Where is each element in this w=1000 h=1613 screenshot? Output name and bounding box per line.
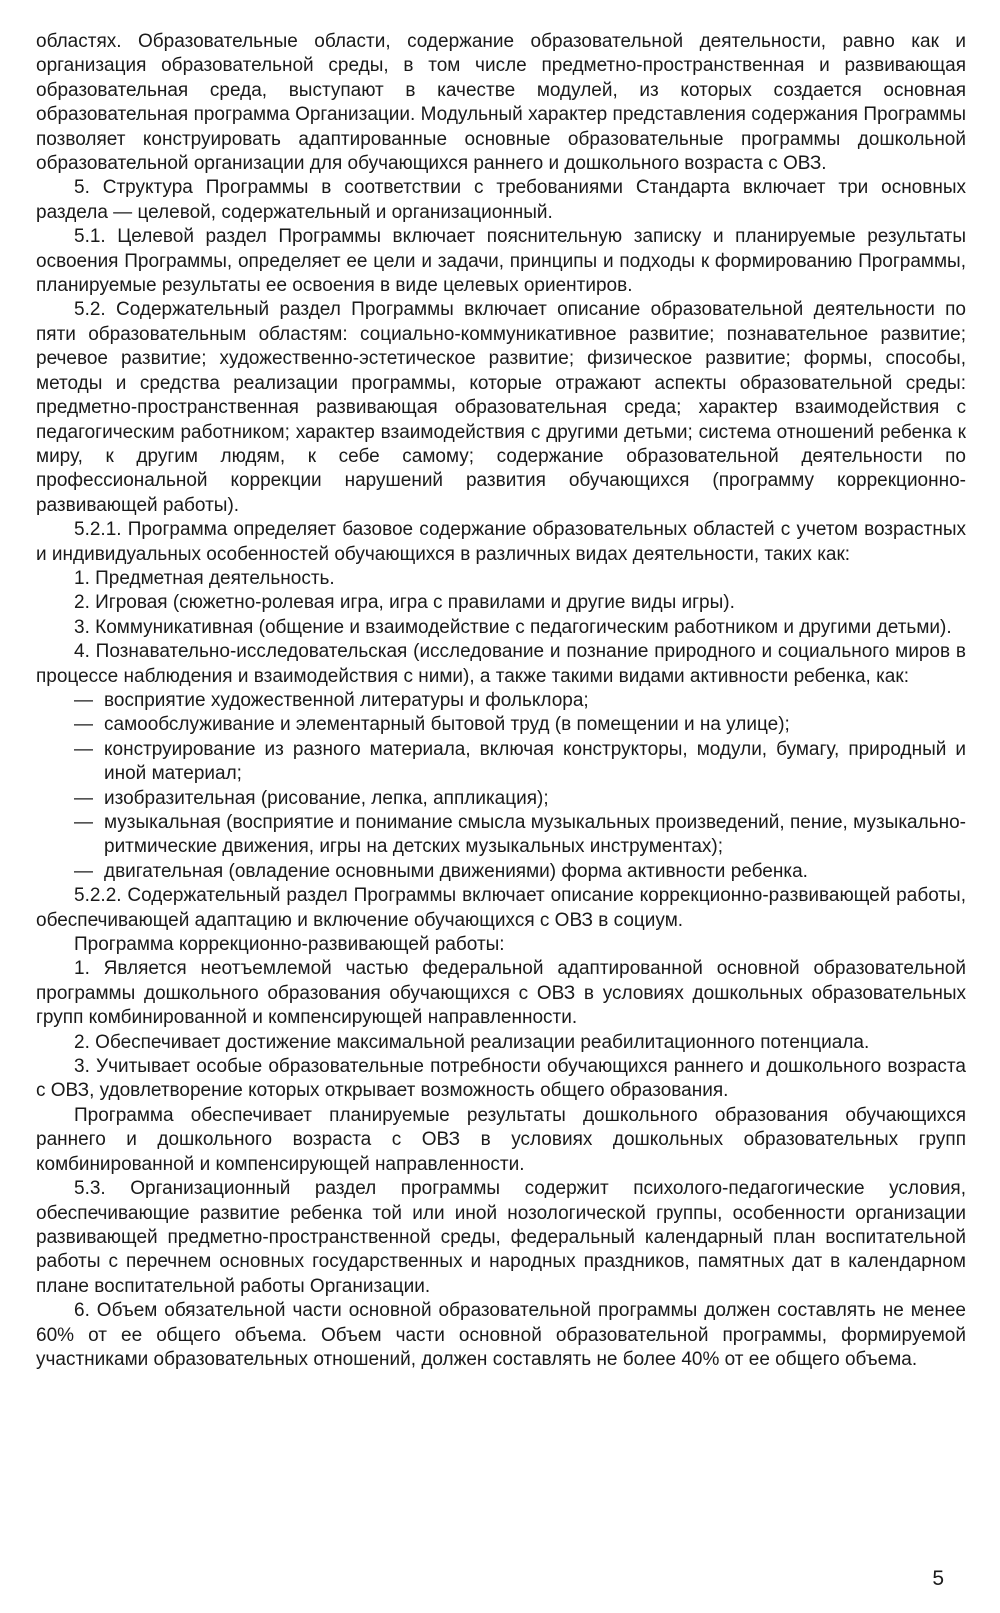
paragraph-section-6: 6. Объем обязательной части основной образовательной программы должен составлять не менее 60% от ее общего объема. Объем части основной образовательной программы, формируемой участниками образовательных отношений, должен составлять не более 40% от ее общего объема. (36, 1300, 966, 1370)
list-item-correction-2: 2. Обеспечивает достижение максимальной реализации реабилитационного потенциала. (74, 1031, 870, 1053)
page-number: 5 (932, 1567, 944, 1590)
list-item-activity-1: 1. Предметная деятельность. (74, 567, 335, 589)
dash-list-item-text: самообслуживание и элементарный бытовой труд (в помещении и на улице); (104, 714, 790, 736)
paragraph-program-results: Программа обеспечивает планируемые результаты дошкольного образования обучающихся раннего и дошкольного возраста с ОВЗ в условиях дошкольных образовательных групп комбинированной и компенсирующей направленности. (36, 1104, 966, 1175)
dash-mark: — (74, 860, 93, 882)
paragraph-section-5-2-2: 5.2.2. Содержательный раздел Программы включает описание коррекционно-развивающей работы, обеспечивающей адаптацию и включение обучающихся с ОВЗ в социум. (36, 885, 966, 931)
paragraph-section-5-1: 5.1. Целевой раздел Программы включает пояснительную записку и планируемые результаты освоения Программы, определяет ее цели и задачи, принципы и подходы к формированию Программы, планируемые результаты ее освоения в виде целевых ориентиров. (36, 226, 966, 297)
dash-list-item (36, 811, 966, 860)
paragraph-intro: областях. Образовательные области, содержание образовательной деятельности, равно как и организация образовательной среды, в том числе предметно-пространственная и развивающая образовательная среда, выступают в качестве модулей, из которых создается основная образовательная программа Организации. Модульный характер представления содержания Программы позволяет конструировать адаптированные основные образовательные программы дошкольной образовательной организации для обучающихся раннего и дошкольного возраста с ОВЗ. (36, 31, 966, 175)
list-item-activity-2: 2. Игровая (сюжетно-ролевая игра, игра с правилами и другие виды игры). (74, 592, 735, 614)
paragraph-section-5-2: 5.2. Содержательный раздел Программы включает описание образовательной деятельности по пяти образовательным областям: социально-коммуникативное развитие; познавательное развитие; речевое развитие; художественно-эстетическое развитие; физическое развитие; формы, способы, методы и средства реализации программы, которые отражают аспекты образовательной среды: предметно-пространственная развивающая образовательная среда; характер взаимодействия с педагогическим работником; характер взаимодействия с другими детьми; система отношений ребенка к миру, к другим людям, к себе самому; содержание образовательной деятельности по профессиональной коррекции нарушений развития обучающихся (программу коррекционно-развивающей работы). (36, 299, 966, 516)
paragraph-section-5-2-1: 5.2.1. Программа определяет базовое содержание образовательных областей с учетом возрастных и индивидуальных особенностей обучающихся в различных видах деятельности, таких как: (36, 519, 966, 565)
list-item-correction-3: 3. Учитывает особые образовательные потребности обучающихся раннего и дошкольного возраста с ОВЗ, удовлетворение которых открывает возможность общего образования. (36, 1056, 966, 1102)
dash-list-item (36, 860, 966, 884)
list-item-activity-3: 3. Коммуникативная (общение и взаимодействие с педагогическим работником и другими детьми). (74, 616, 952, 638)
dash-list-item-text: восприятие художественной литературы и фольклора; (104, 689, 589, 711)
list-item-correction-1: 1. Является неотъемлемой частью федеральной адаптированной основной образовательной программы дошкольного образования обучающихся с ОВЗ в условиях дошкольных образовательных групп комбинированной и компенсирующей направленности. (36, 958, 966, 1029)
list-item-activity-4: 4. Познавательно-исследовательская (исследование и познание природного и социального миров в процессе наблюдения и взаимодействия с ними), а также такими видами активности ребенка, как: (36, 641, 966, 687)
dash-mark: — (74, 689, 93, 711)
dash-list-item (36, 738, 966, 787)
paragraph-section-5-3: 5.3. Организационный раздел программы содержит психолого-педагогические условия, обеспечивающие развитие ребенка той или иной нозологической группы, особенности организации развивающей предметно-пространственной среды, федеральный календарный план воспитательной работы с перечнем основных государственных и народных праздников, памятных дат в календарном плане воспитательной работы Организации. (36, 1178, 966, 1297)
dash-list-item (36, 713, 966, 737)
paragraph-section-5: 5. Структура Программы в соответствии с требованиями Стандарта включает три основных раздела — целевой, содержательный и организационный. (36, 177, 966, 223)
dash-list-item-text: музыкальная (восприятие и понимание смысла музыкальных произведений, пение, музыкально-ритмические движения, игры на детских музыкальных инструментах); (104, 812, 966, 858)
paragraph-correction-program: Программа коррекционно-развивающей работы: (74, 934, 505, 956)
dash-list-item-text: конструирование из разного материала, включая конструкторы, модули, бумагу, природный и иной материал; (104, 738, 966, 785)
dash-mark: — (74, 714, 93, 736)
dash-list-item-text: изобразительная (рисование, лепка, аппликация); (104, 787, 549, 809)
dash-list-item-text: двигательная (овладение основными движениями) форма активности ребенка. (104, 860, 808, 882)
dash-list-item (36, 787, 966, 811)
dash-mark: — (74, 738, 93, 760)
page-body (36, 30, 966, 1372)
dash-mark: — (74, 812, 93, 833)
dash-list-item (36, 689, 966, 713)
dash-mark: — (74, 787, 93, 809)
